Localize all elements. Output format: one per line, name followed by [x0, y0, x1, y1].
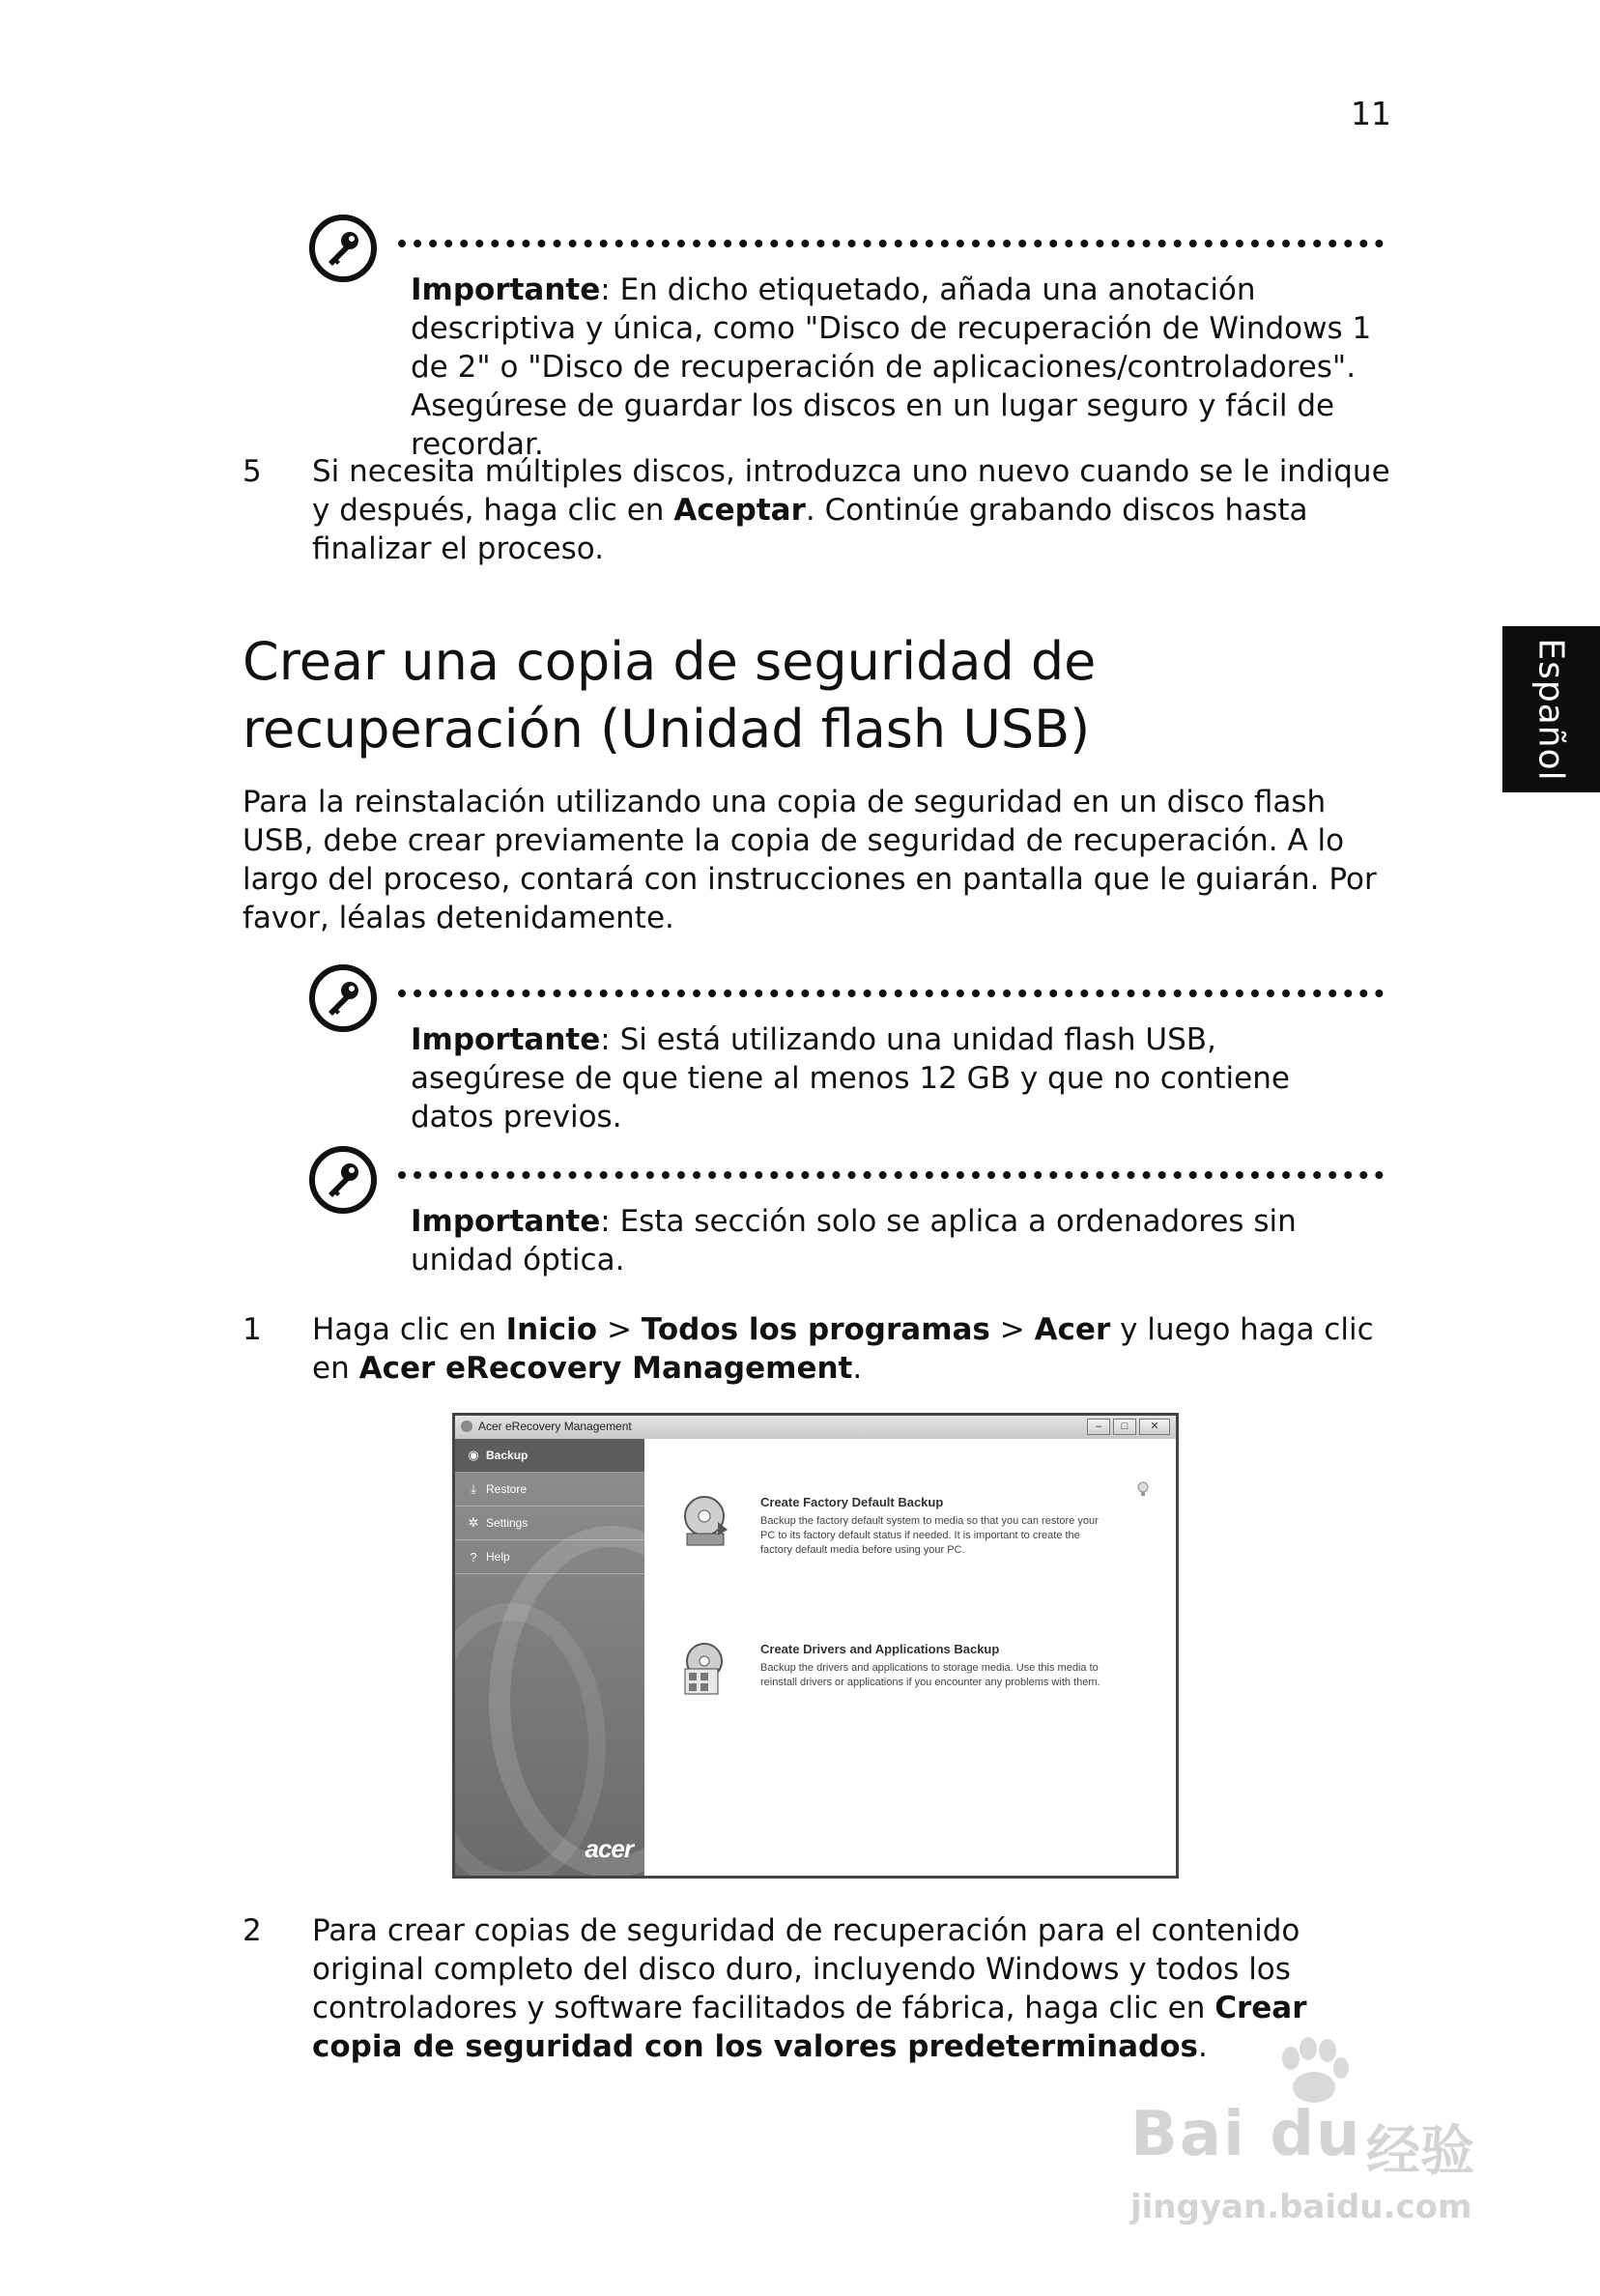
restore-icon: ⤓: [471, 1481, 476, 1496]
note-body: : En dicho etiquetado, añada una anotación descriptiva y única, como "Disco de recuperación de Windows 1 de 2" o "Disco de recuperación de aplicaciones/controladores". Asegúrese de guardar los discos en un lugar seguro y fácil de recordar.: [411, 273, 1372, 462]
step-bold-ui-label: Aceptar: [673, 493, 806, 528]
key-icon: [309, 1146, 377, 1214]
important-note: [309, 215, 1384, 462]
step-text-part: .: [1197, 2029, 1208, 2064]
window-title: Acer eRecovery Management: [478, 1420, 632, 1433]
option-title: Create Factory Default Backup: [760, 1495, 944, 1509]
sidebar-item-restore[interactable]: [455, 1473, 644, 1507]
step-number: 1: [243, 1312, 262, 1347]
option-description: Backup the drivers and applications to storage media. Use this media to reinstall drivers or applications if you encounter any problems with them.: [760, 1662, 1100, 1688]
sidebar-item-label: Backup: [486, 1449, 529, 1462]
language-tab: [1502, 626, 1600, 792]
step-text-part: Si necesita múltiples discos, introduzca uno nuevo cuando se le indique y después, haga clic en: [312, 454, 1390, 528]
step-text-part: .: [852, 1351, 863, 1386]
note-text: [411, 1202, 1377, 1279]
sidebar-item-label: Restore: [486, 1482, 528, 1496]
step-text-part: Para crear copias de seguridad de recuperación para el contenido original completo del disco duro, incluyendo Windows y todos los controladores y software facilitados de fábrica, haga clic en: [312, 1913, 1300, 2025]
note-text: [411, 271, 1377, 464]
watermark-url: jingyan.baidu.com: [1130, 2188, 1472, 2226]
step-number: 5: [243, 454, 262, 489]
important-note: [309, 1146, 1384, 1301]
key-icon: [309, 964, 377, 1032]
erecovery-window-screenshot: [452, 1413, 1179, 1879]
step-5: [243, 452, 1392, 568]
create-drivers-applications-backup-option[interactable]: [679, 1640, 1104, 1727]
maximize-button[interactable]: □: [1113, 1419, 1136, 1435]
lightbulb-icon[interactable]: [1137, 1481, 1149, 1497]
help-icon: ?: [470, 1549, 477, 1564]
step-bold-ui-label: Todos los programas: [641, 1312, 990, 1347]
watermark-brand: Bai du: [1130, 2099, 1362, 2170]
note-body: : Esta sección solo se aplica a ordenadores sin unidad óptica.: [411, 1204, 1297, 1277]
language-tab-label: Español: [1531, 637, 1572, 782]
step-bold-ui-label: Crear copia de seguridad con los valores predeterminados: [312, 1991, 1307, 2064]
step-text-part: >: [597, 1312, 642, 1347]
section-paragraph: Para la reinstalación utilizando una copia de seguridad en un disco flash USB, debe crear previamente la copia de seguridad de recuperación. A lo largo del proceso, contará con instrucciones en pantalla que le guiarán. Por favor, léalas detenidamente.: [243, 785, 1377, 935]
sidebar-item-help[interactable]: [455, 1540, 644, 1574]
factory-backup-icon: [679, 1493, 731, 1551]
note-label: Importante: [411, 273, 601, 307]
baidu-watermark: [1130, 2037, 1517, 2250]
gear-icon: ✲: [468, 1515, 479, 1530]
step-text: [312, 1310, 1392, 1388]
step-text-part: >: [989, 1312, 1035, 1347]
dotted-divider: [398, 990, 1384, 997]
step-text-part: . Continúe grabando discos hasta finalizar el proceso.: [312, 493, 1308, 566]
option-title: Create Drivers and Applications Backup: [760, 1642, 1000, 1656]
dotted-divider: [398, 240, 1384, 247]
note-label: Importante: [411, 1022, 601, 1057]
note-label: Importante: [411, 1204, 601, 1239]
step-bold-ui-label: Acer eRecovery Management: [358, 1351, 853, 1386]
page-number: 11: [1351, 95, 1391, 132]
minimize-button[interactable]: –: [1087, 1419, 1110, 1435]
app-icon: [461, 1421, 472, 1432]
sidebar-item-label: Help: [486, 1550, 510, 1564]
create-factory-default-backup-option[interactable]: [679, 1493, 1104, 1580]
step-text: [312, 452, 1392, 568]
sidebar: [455, 1439, 644, 1876]
paw-icon: [1273, 2037, 1351, 2107]
step-number: 2: [243, 1913, 262, 1948]
watermark-jingyan: 经验: [1366, 2120, 1474, 2183]
acer-logo: acer: [585, 1834, 633, 1863]
drivers-backup-icon: [679, 1640, 731, 1698]
dotted-divider: [398, 1171, 1384, 1179]
main-content: [644, 1439, 1176, 1876]
key-icon: [309, 215, 377, 282]
window-titlebar: [455, 1416, 1176, 1440]
sidebar-item-backup[interactable]: [455, 1439, 644, 1473]
step-bold-ui-label: Acer: [1034, 1312, 1111, 1347]
step-text-part: y luego haga clic en: [312, 1312, 1374, 1386]
sidebar-item-label: Settings: [486, 1516, 529, 1530]
option-description: Backup the factory default system to media so that you can restore your PC to its factory default status if needed. It is important to create the factory default media before using your PC.: [760, 1515, 1099, 1556]
note-body: : Si está utilizando una unidad flash USB, asegúrese de que tiene al menos 12 GB y que no contiene datos previos.: [411, 1022, 1290, 1134]
note-text: [411, 1020, 1377, 1136]
sidebar-item-settings[interactable]: [455, 1507, 644, 1540]
important-note: [309, 964, 1384, 1134]
disc-icon: ◉: [468, 1448, 479, 1462]
step-1: [243, 1310, 1392, 1388]
section-heading: Crear una copia de seguridad de recuperación (Unidad flash USB): [243, 631, 1097, 760]
close-button[interactable]: ✕: [1139, 1419, 1170, 1435]
window-controls: [1087, 1419, 1170, 1435]
step-text-part: Haga clic en: [312, 1312, 506, 1347]
step-bold-ui-label: Inicio: [505, 1312, 598, 1347]
